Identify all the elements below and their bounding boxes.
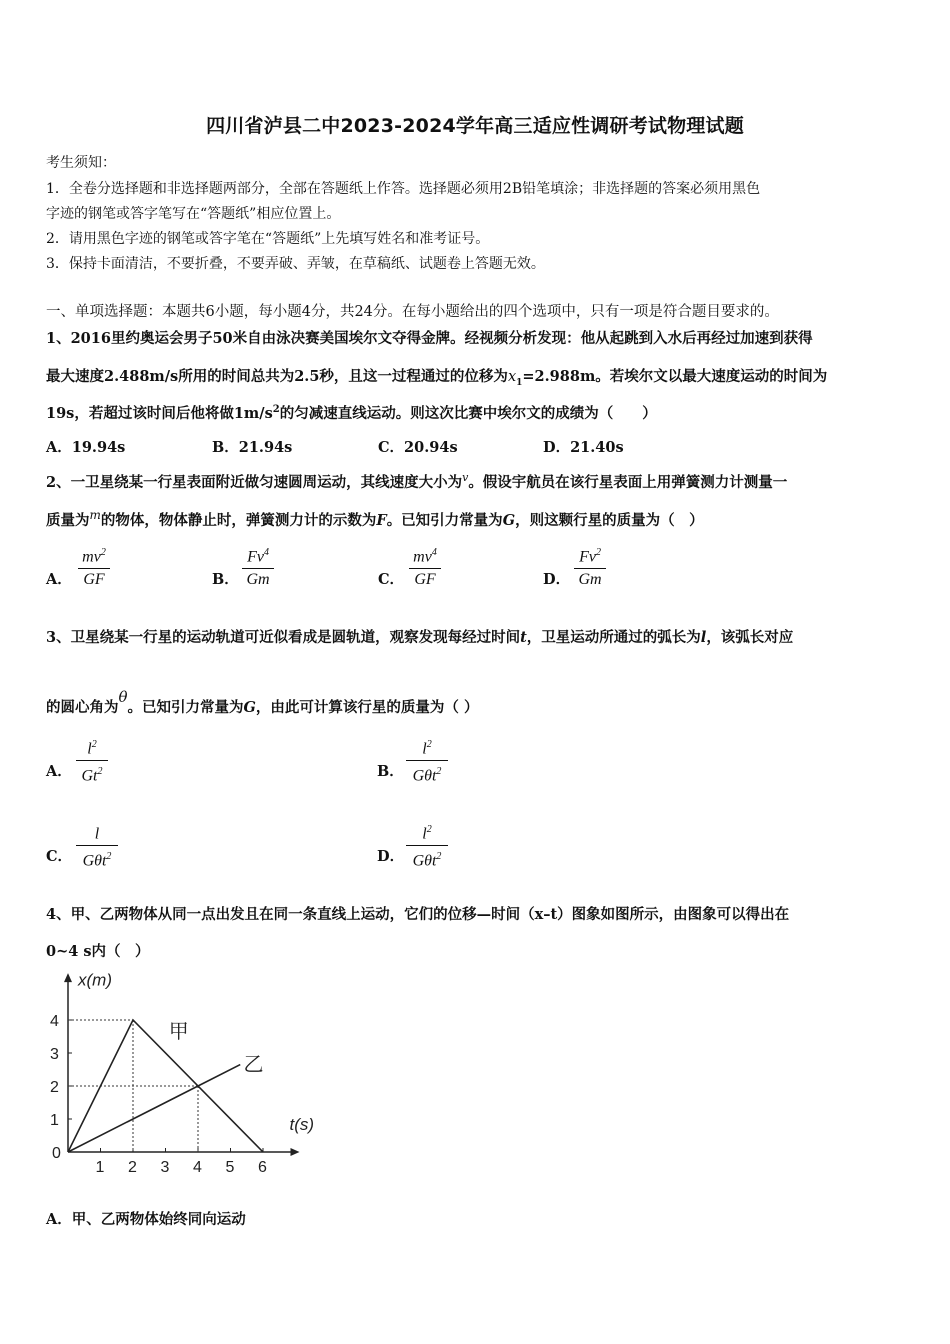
origin-label: 0 (52, 1145, 61, 1162)
q3-option-a[interactable]: $l^2$ Gt$^2$ (76, 735, 108, 787)
q3-line-2: 的圆心角为θ。已知引力常量为G，由此可计算该行星的质量为（ ） (46, 688, 479, 716)
q3-line-1: 3、卫星绕某一行星的运动轨道可近似看成是圆轨道，观察发现每经过时间t，卫星运动所通过的弧长为l，该弧长对应 (46, 629, 794, 646)
x-tick-label: 5 (225, 1159, 235, 1176)
q2-option-a-label[interactable]: A． (46, 571, 72, 588)
series-label-yi: 乙 (243, 1054, 264, 1077)
q2-option-a[interactable]: $mv^2$ GF (78, 543, 110, 590)
series-label-jia: 甲 (168, 1021, 189, 1044)
notice-item-1-line-2: 字迹的钢笔或答字笔写在“答题纸”相应位置上。 (46, 206, 341, 222)
q3-option-d-label[interactable]: D． (377, 848, 405, 865)
q2-option-d[interactable]: Fv$^2$ Gm (574, 543, 606, 590)
q3-option-a-label[interactable]: A． (46, 763, 72, 780)
y-tick-label: 4 (50, 1013, 59, 1030)
q4-line-2: 0~4 s内（ ） (46, 943, 150, 960)
q3-option-d[interactable]: $l^2$ Gθt$^2$ (406, 820, 448, 872)
q1-line-1: 1、2016里约奥运会男子50米自由泳决赛美国埃尔文夺得金牌。经视频分析发现：他从起跳到入水后再经过加速到获得 (46, 330, 813, 347)
x-tick-label: 4 (193, 1159, 202, 1176)
q4-option-a[interactable]: A．甲、乙两物体始终同向运动 (46, 1211, 246, 1228)
x-tick-label: 6 (258, 1159, 267, 1176)
xt-graph (40, 970, 340, 1190)
x-axis-label: t(s) (289, 1115, 315, 1134)
notice-item-3: 3．保持卡面清洁，不要折叠，不要弄破、弄皱，在草稿纸、试题卷上答题无效。 (46, 256, 545, 272)
q2-line-1: 2、一卫星绕某一行星表面附近做匀速圆周运动，其线速度大小为$^v$。假设宇航员在该行星表面上用弹簧测力计测量一 (46, 471, 788, 491)
y-tick-label: 3 (50, 1046, 59, 1063)
q2-option-c-label[interactable]: C． (378, 571, 405, 588)
series-line-yi (68, 1065, 240, 1152)
q3-option-b-label[interactable]: B． (377, 763, 404, 780)
q2-option-c[interactable]: $mv^4$ GF (409, 543, 441, 590)
x-tick-label: 2 (128, 1159, 137, 1176)
q1-line-2: 最大速度2.488m/s所用的时间总共为2.5秒，且这一过程通过的位移为$x_1=2.988m$。若埃尔文以最大速度运动的时间为 (46, 368, 828, 388)
q1-option-c[interactable]: C．20.94s (378, 439, 458, 456)
x-tick-label: 3 (160, 1159, 170, 1176)
y-tick-label: 2 (50, 1079, 59, 1096)
q2-option-d-label[interactable]: D． (543, 571, 571, 588)
x-axis-arrow (291, 1148, 300, 1156)
q1-option-b[interactable]: B．21.94s (212, 439, 293, 456)
q3-option-b[interactable]: $l^2$ Gθt$^2$ (406, 735, 448, 787)
section-heading: 一、单项选择题：本题共6小题，每小题4分，共24分。在每小题给出的四个选项中，只有一项是符合题目要求的。 (46, 304, 779, 320)
q1-option-d[interactable]: D．21.40s (543, 439, 624, 456)
y-axis-label: x(m) (78, 970, 112, 990)
y-tick-label: 1 (50, 1112, 59, 1129)
q1-option-a[interactable]: A．19.94s (46, 439, 126, 456)
q4-line-1: 4、甲、乙两物体从同一点出发且在同一条直线上运动，它们的位移—时间（x–t）图象如图所示，由图象可以得出在 (46, 906, 790, 923)
q3-option-c-label[interactable]: C． (46, 848, 73, 865)
notice-item-2: 2．请用黑色字迹的钢笔或答字笔在“答题纸”上先填写姓名和准考证号。 (46, 231, 490, 247)
q1-line-3: 19s，若超过该时间后他将做$1m/s^2$的匀减速直线运动。则这次比赛中埃尔文的成绩为（ ） (46, 404, 657, 422)
q2-option-b-label[interactable]: B． (212, 571, 239, 588)
notice-item-1-line-1: 1．全卷分选择题和非选择题两部分，全部在答题纸上作答。选择题必须用2B铅笔填涂；非选择题的答案必须用黑色 (46, 181, 761, 197)
x-tick-label: 1 (95, 1159, 105, 1176)
q2-line-2: 质量为$^m$的物体，物体静止时，弹簧测力计的示数为F。已知引力常量为G，则这颗行星的质量为（ ） (46, 508, 704, 529)
y-axis-arrow (64, 973, 72, 982)
q2-option-b[interactable]: Fv$^4$ Gm (242, 543, 274, 590)
page-title: 四川省泸县二中2023-2024学年高三适应性调研考试物理试题 (206, 115, 744, 137)
q3-option-c[interactable]: l Gθt$^2$ (76, 820, 118, 872)
notice-heading: 考生须知： (46, 155, 116, 171)
